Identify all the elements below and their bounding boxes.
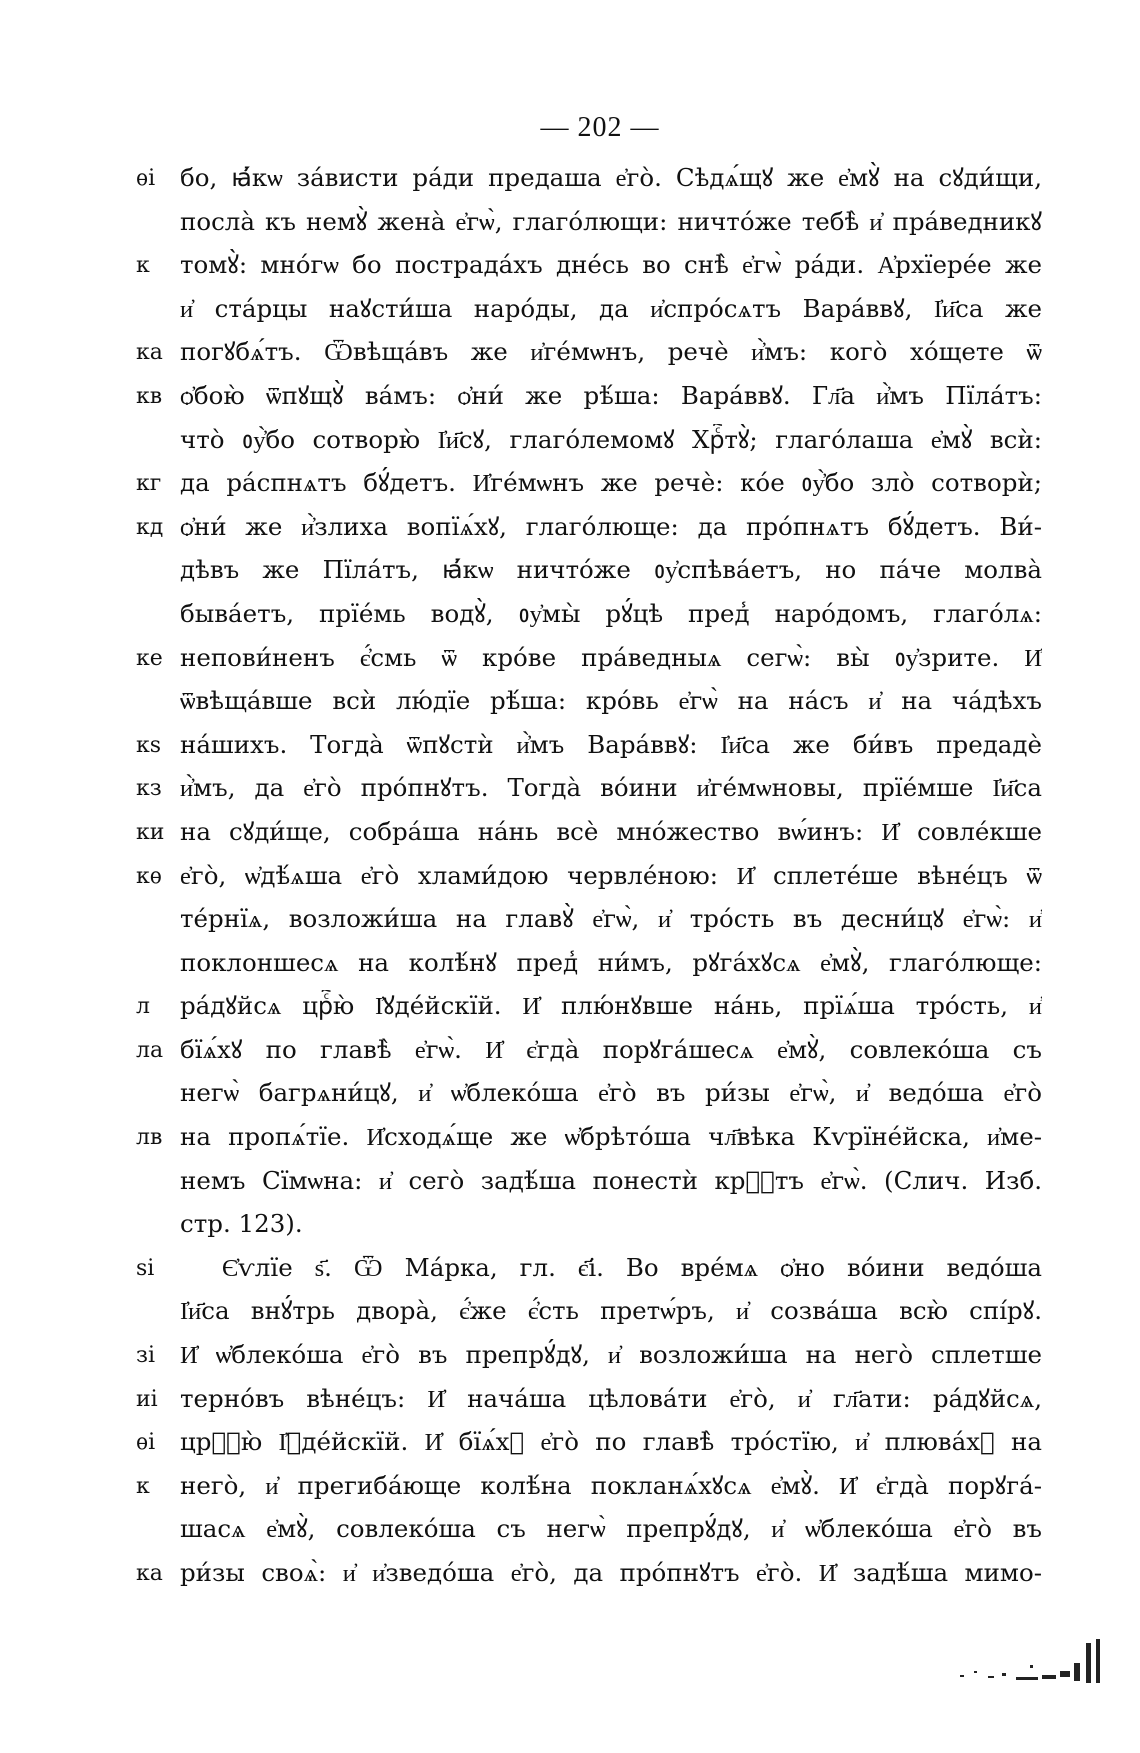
line-text: быва́етъ, прїе́мь водꙋ̀, ᲂу҆мы̀ рꙋ́цѣ пред̾ наро́домъ, глаго́лѧ:: [180, 598, 1042, 628]
line-text: црⷭ҇ю̀ І҆ꙋде́йскїй. И҆ бїѧ́хꙋ е҆го̀ по главѣ̀ тро́стїю, и҆ плюва́хꙋ на: [180, 1427, 1042, 1457]
text-line: [0, 1379, 1140, 1423]
verse-number: ки: [136, 819, 165, 845]
verse-number: ѳі: [136, 166, 156, 191]
text-line: [0, 550, 1140, 594]
line-text: поклоншесѧ на колѣ́нꙋ пред̾ ни́мъ, рꙋга́хꙋсѧ е҆мꙋ̀, глаго́люще:: [180, 947, 1042, 977]
text-line: [0, 986, 1140, 1030]
text-line: [0, 463, 1140, 507]
text-line: [0, 1248, 1140, 1292]
verse-number: к: [136, 1473, 150, 1499]
line-text: да ра́спнѧтъ бꙋ́детъ. И҆ге́мѡнъ же речѐ: ко́е ᲂу҆̀бо зло̀ сотворѝ;: [180, 468, 1042, 498]
text-line: [0, 725, 1140, 769]
verse-number: ла: [136, 1037, 164, 1063]
text-line: [0, 1073, 1140, 1117]
verse-number: зі: [136, 1343, 156, 1369]
verse-number: ка: [136, 1561, 163, 1586]
text-line: [0, 1161, 1140, 1205]
text-body: [0, 158, 1140, 1597]
line-text: бїѧ́хꙋ по главѣ̀ е҆гѡ̀. И҆ є҆гда̀ порꙋга́шесѧ е҆мꙋ̀, совлеко́ша съ: [180, 1034, 1042, 1064]
verse-number: кз: [136, 776, 162, 802]
text-line: [0, 245, 1140, 289]
text-line: [0, 289, 1140, 333]
text-line: [0, 332, 1140, 376]
verse-number: кѕ: [136, 732, 162, 758]
page-smudge-mark: [940, 1635, 1110, 1695]
text-line: [0, 1117, 1140, 1161]
text-line: [0, 1466, 1140, 1510]
verse-number: л: [136, 994, 150, 1020]
line-text: дѣвъ же Пїла́тъ, ꙗ҆́кѡ ничто́же ᲂу҆спѣва́етъ, но па́че молва̀: [180, 555, 1042, 585]
text-line: [0, 768, 1140, 812]
line-text: шасѧ е҆мꙋ̀, совлеко́ша съ негѡ̀ препрꙋ́дꙋ, и҆ ѡ҆блеко́ша е҆го̀ въ: [180, 1514, 1042, 1544]
verse-number: иі: [136, 1386, 158, 1412]
line-text: бо, ꙗ҆́кѡ за́висти ра́ди предаша е҆го̀. Сѣдѧ́щꙋ же е҆мꙋ̀ на сꙋди́щи,: [180, 163, 1042, 192]
verse-number: кд: [136, 514, 164, 540]
text-line: [0, 812, 1140, 856]
line-text: непови́ненъ є҆́смь ѿ кро́ве пра́ведныѧ сегѡ̀: вы̀ ᲂу҆зрите. И҆: [180, 642, 1042, 672]
line-text: е҆го̀, ѡ҆дѣ́ѧша е҆го̀ хлами́дою червле́ною: И҆ сплете́ше вѣне́цъ ѿ: [180, 860, 1042, 890]
line-text: на сꙋди́ще, собра́ша на́нь всѐ мно́жество вѡ́инъ: И҆ совле́кше: [180, 816, 1042, 846]
text-line: [0, 594, 1140, 638]
text-line: [0, 1422, 1140, 1466]
line-text: И҆ ѡ҆блеко́ша е҆го̀ въ препрꙋ́дꙋ, и҆ возложи́ша на него̀ сплетше: [180, 1340, 1042, 1370]
line-text: томꙋ̀: мно́гѡ бо пострада́хъ дне́сь во снѣ̀ е҆гѡ̀ ра́ди. А҆рхїере́е же: [180, 250, 1042, 280]
text-line: [0, 1204, 1140, 1248]
line-text: ри́зы своѧ̀: и҆ и҆зведо́ша е҆го̀, да про́пнꙋтъ е҆го̀. И҆ задѣ́ша мимо-: [180, 1558, 1042, 1587]
line-text: немъ Сїмѡна: и҆ сего̀ задѣ́ша понестѝ крⷭ҇тъ е҆гѡ̀. (Слич. Изб.: [180, 1165, 1042, 1195]
verse-number: ѕі: [136, 1255, 155, 1281]
line-text: І҆и҃са внꙋ́трь двора̀, є҆́же є҆́сть претѡ́ръ, и҆ созва́ша всю̀ спі́рꙋ.: [180, 1296, 1042, 1326]
text-line: [0, 638, 1140, 682]
line-text: погꙋбѧ́тъ. Ѿвѣща́въ же и҆ге́мѡнъ, речѐ и҆̀мъ: кого̀ хо́щете ѿ: [180, 337, 1042, 367]
verse-number: ка: [136, 340, 163, 366]
line-text: и҆ ста́рцы наꙋсти́ша наро́ды, да и҆спро́сѧтъ Вара́ввꙋ, І҆и҃са же: [180, 293, 1042, 323]
text-line: [0, 158, 1140, 202]
verse-number: кѳ: [136, 863, 162, 889]
text-line: [0, 376, 1140, 420]
text-line: [0, 856, 1140, 900]
line-text: него̀, и҆ прегиба́юще колѣ́на покланѧ́хꙋсѧ е҆мꙋ̀. И҆ є҆гда̀ порꙋга́-: [180, 1470, 1042, 1500]
text-line: [0, 943, 1140, 987]
line-text: на пропѧ́тїе. И҆сходѧ́ще же ѡ҆брѣто́ша чл҃вѣка Кѵрїне́йска, и҆ме-: [180, 1122, 1042, 1152]
text-line: [0, 507, 1140, 551]
verse-number: кв: [136, 383, 163, 409]
text-line: [0, 420, 1140, 464]
line-text: на́шихъ. Тогда̀ ѿпꙋстѝ и҆̀мъ Вара́ввꙋ: І҆и҃са же би́въ предадѐ: [180, 729, 1042, 759]
text-line: [0, 681, 1140, 725]
line-text: те́рнїѧ, возложи́ша на главꙋ̀ е҆гѡ̀, и҆ тро́сть въ десни́цꙋ е҆гѡ̀: и҆: [180, 904, 1042, 934]
line-text: стр. 123).: [180, 1209, 303, 1239]
text-line: [0, 899, 1140, 943]
line-text: ѿвѣща́вше всѝ лю́дїе рѣ́ша: кро́вь е҆гѡ̀ на на́съ и҆ на ча́дѣхъ: [180, 686, 1042, 716]
verse-number: лв: [136, 1125, 163, 1151]
line-text: Є҆ѵлїе ѕ҃. Ѿ Ма́рка, гл. є҃і. Во вре́мѧ ѻ҆но во́ини ведо́ша: [222, 1252, 1042, 1282]
page-number: — 202 —: [540, 112, 660, 143]
verse-number: ке: [136, 645, 163, 671]
line-text: и҆̀мъ, да е҆го̀ про́пнꙋтъ. Тогда̀ во́ини и҆ге́мѡновы, прїе́мше І҆и҃са: [180, 773, 1042, 803]
verse-number: кг: [136, 471, 162, 497]
text-line: [0, 1030, 1140, 1074]
line-text: ѻ҆ни́ же и҆̀злиха вопїѧ́хꙋ, глаго́люще: да про́пнѧтъ бꙋ́детъ. Ви́-: [180, 511, 1042, 541]
line-text: что̀ ᲂу҆̀бо сотворю̀ І҆и҃сꙋ, глаго́лемомꙋ Хрⷭ҇тꙋ̀; глаго́лаша е҆мꙋ̀ всѝ:: [180, 424, 1042, 454]
text-line: [0, 1291, 1140, 1335]
line-text: посла̀ къ немꙋ̀ жена̀ е҆гѡ̀, глаго́лющи: ничто́же тебѣ̀ и҆ пра́ведникꙋ: [180, 206, 1042, 236]
text-line: [0, 202, 1140, 246]
line-text: ра́дꙋйсѧ црⷭ҇ю̀ І҆ꙋде́йскїй. И҆ плю́нꙋвше на́нь, прїѧ́ша тро́сть, и҆: [180, 991, 1042, 1021]
line-text: негѡ̀ багрѧни́цꙋ, и҆ ѡ҆блеко́ша е҆го̀ въ ри́зы е҆гѡ̀, и҆ ведо́ша е҆го̀: [180, 1078, 1042, 1108]
verse-number: к: [136, 253, 150, 279]
text-line: [0, 1553, 1140, 1597]
verse-number: ѳі: [136, 1430, 156, 1456]
line-text: ѻ҆бою̀ ѿпꙋщꙋ̀ ва́мъ: ѻ҆ни́ же рѣ́ша: Вара́ввꙋ. Гл҃а и҆̀мъ Пїла́тъ:: [180, 380, 1042, 410]
text-line: [0, 1509, 1140, 1553]
line-text: терно́въ вѣне́цъ: И҆ нача́ша цѣлова́ти е҆го̀, и҆ гл҃ати: ра́дꙋйсѧ,: [180, 1383, 1042, 1413]
text-line: [0, 1335, 1140, 1379]
